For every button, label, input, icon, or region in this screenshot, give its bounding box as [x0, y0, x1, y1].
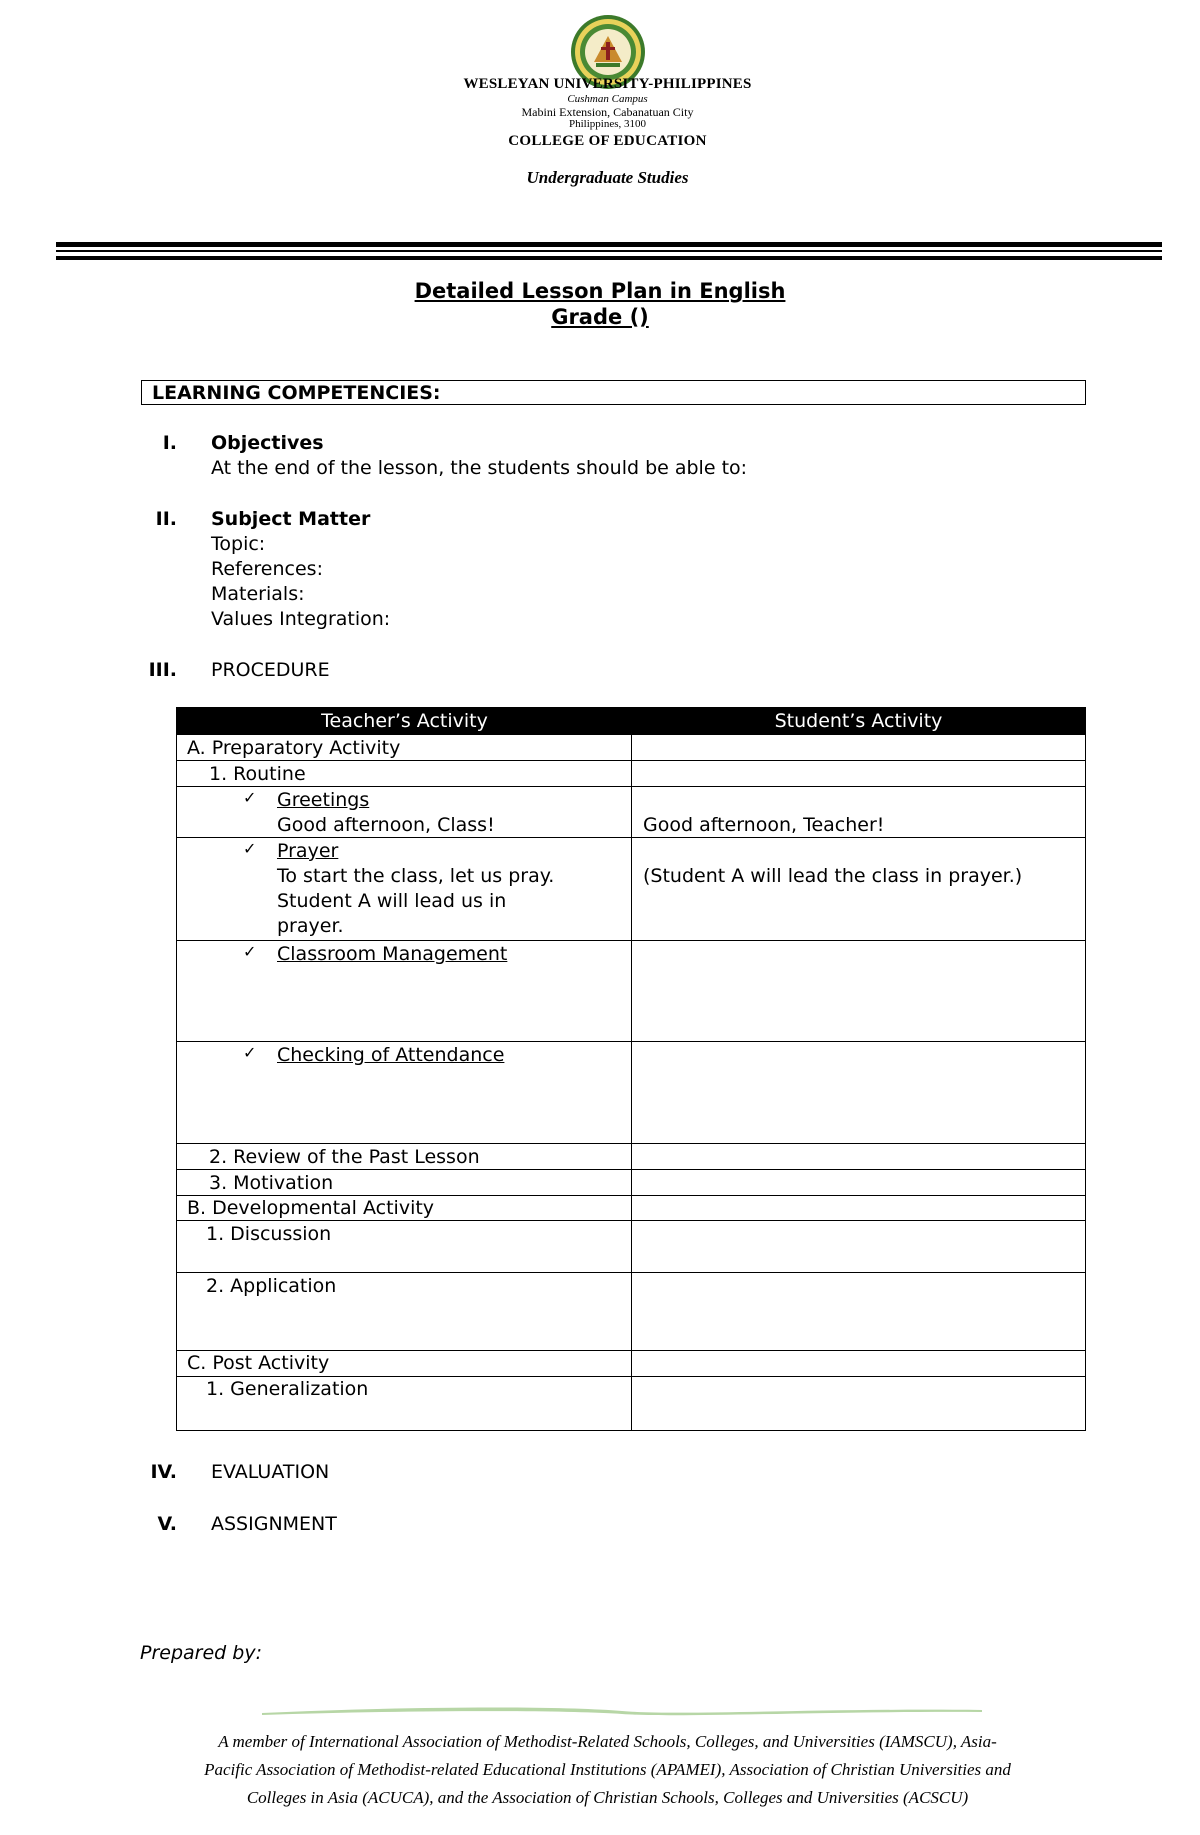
classroom-management-check-icon: ✓: [243, 942, 257, 961]
greetings-check-icon: ✓: [243, 788, 257, 807]
attendance-check-icon: ✓: [243, 1043, 257, 1062]
university-name: WESLEYAN UNIVERSITY-PHILIPPINES: [463, 76, 752, 92]
campus-name: Cushman Campus: [567, 93, 648, 105]
procedure-table: [176, 707, 1086, 1431]
routine-label: 1. Routine: [209, 763, 306, 785]
attendance-label: Checking of Attendance: [277, 1044, 505, 1066]
row-divider: [177, 1041, 1085, 1042]
procedure-heading: PROCEDURE: [211, 659, 330, 681]
footer-membership-line-2: Pacific Association of Methodist-related Educational Institutions (APAMEI), Association of Christian Universities and: [204, 1760, 1011, 1779]
preparatory-activity-label: A. Preparatory Activity: [187, 737, 401, 759]
evaluation-heading: EVALUATION: [211, 1461, 330, 1483]
greetings-student-text: Good afternoon, Teacher!: [643, 814, 885, 836]
footer-membership-line-1: A member of International Association of Methodist-Related Schools, Colleges, and Universities (IAMSCU), Asia-: [218, 1732, 997, 1751]
assignment-number: V.: [157, 1513, 177, 1535]
topic-label: Topic:: [211, 533, 266, 555]
subject-matter-number: II.: [155, 508, 177, 530]
references-label: References:: [211, 558, 323, 580]
row-divider: [177, 1143, 1085, 1144]
learning-competencies-label: LEARNING COMPETENCIES:: [152, 382, 441, 404]
footer-membership-line-3: Colleges in Asia (ACUCA), and the Association of Christian Schools, Colleges and Universities (ACSCU): [246, 1788, 969, 1807]
row-divider: [177, 760, 1085, 761]
subject-matter-heading: Subject Matter: [211, 508, 371, 530]
student-activity-header: Student’s Activity: [632, 708, 1085, 735]
assignment-heading: ASSIGNMENT: [211, 1513, 337, 1535]
header-divider-bottom: [56, 256, 1162, 260]
prepared-by-label: Prepared by:: [140, 1642, 262, 1664]
column-divider: [631, 735, 632, 1430]
teacher-activity-header: Teacher’s Activity: [177, 708, 632, 735]
footer-swoosh-decoration: [262, 1704, 982, 1718]
discussion-label: 1. Discussion: [206, 1223, 332, 1245]
motivation-label: 3. Motivation: [209, 1172, 334, 1194]
row-divider: [177, 837, 1085, 838]
header-divider-thick: [56, 242, 1162, 247]
prayer-teacher-line-2: Student A will lead us in: [277, 890, 507, 912]
greetings-teacher-text: Good afternoon, Class!: [277, 814, 495, 836]
studies-label: Undergraduate Studies: [526, 168, 689, 187]
row-divider: [177, 1220, 1085, 1221]
post-activity-label: C. Post Activity: [187, 1352, 330, 1374]
evaluation-number: IV.: [150, 1461, 177, 1483]
prayer-label: Prayer: [277, 840, 339, 862]
address-line-1: Mabini Extension, Cabanatuan City: [521, 105, 694, 119]
materials-label: Materials:: [211, 583, 305, 605]
classroom-management-label: Classroom Management: [277, 943, 508, 965]
objectives-text: At the end of the lesson, the students should be able to:: [211, 457, 748, 479]
row-divider: [177, 1169, 1085, 1170]
generalization-label: 1. Generalization: [206, 1378, 369, 1400]
address-line-2: Philippines, 3100: [568, 118, 646, 130]
row-divider: [177, 1272, 1085, 1273]
row-divider: [177, 940, 1085, 941]
procedure-number: III.: [148, 659, 177, 681]
objectives-number: I.: [162, 432, 177, 454]
college-name: COLLEGE OF EDUCATION: [508, 133, 707, 149]
row-divider: [177, 786, 1085, 787]
prayer-student-text: (Student A will lead the class in prayer.): [643, 865, 1023, 887]
grade-title: Grade (): [551, 305, 649, 329]
prayer-teacher-line-1: To start the class, let us pray.: [277, 865, 555, 887]
prayer-check-icon: ✓: [243, 839, 257, 858]
application-label: 2. Application: [206, 1275, 337, 1297]
greetings-label: Greetings: [277, 789, 370, 811]
objectives-heading: Objectives: [211, 432, 324, 454]
learning-competencies-box: [141, 380, 1086, 405]
document-title: Detailed Lesson Plan in English: [414, 279, 786, 303]
values-integration-label: Values Integration:: [211, 608, 391, 630]
developmental-activity-label: B. Developmental Activity: [187, 1197, 435, 1219]
header-divider-thin: [56, 250, 1162, 252]
review-label: 2. Review of the Past Lesson: [209, 1146, 480, 1168]
prayer-teacher-line-3: prayer.: [277, 915, 344, 937]
